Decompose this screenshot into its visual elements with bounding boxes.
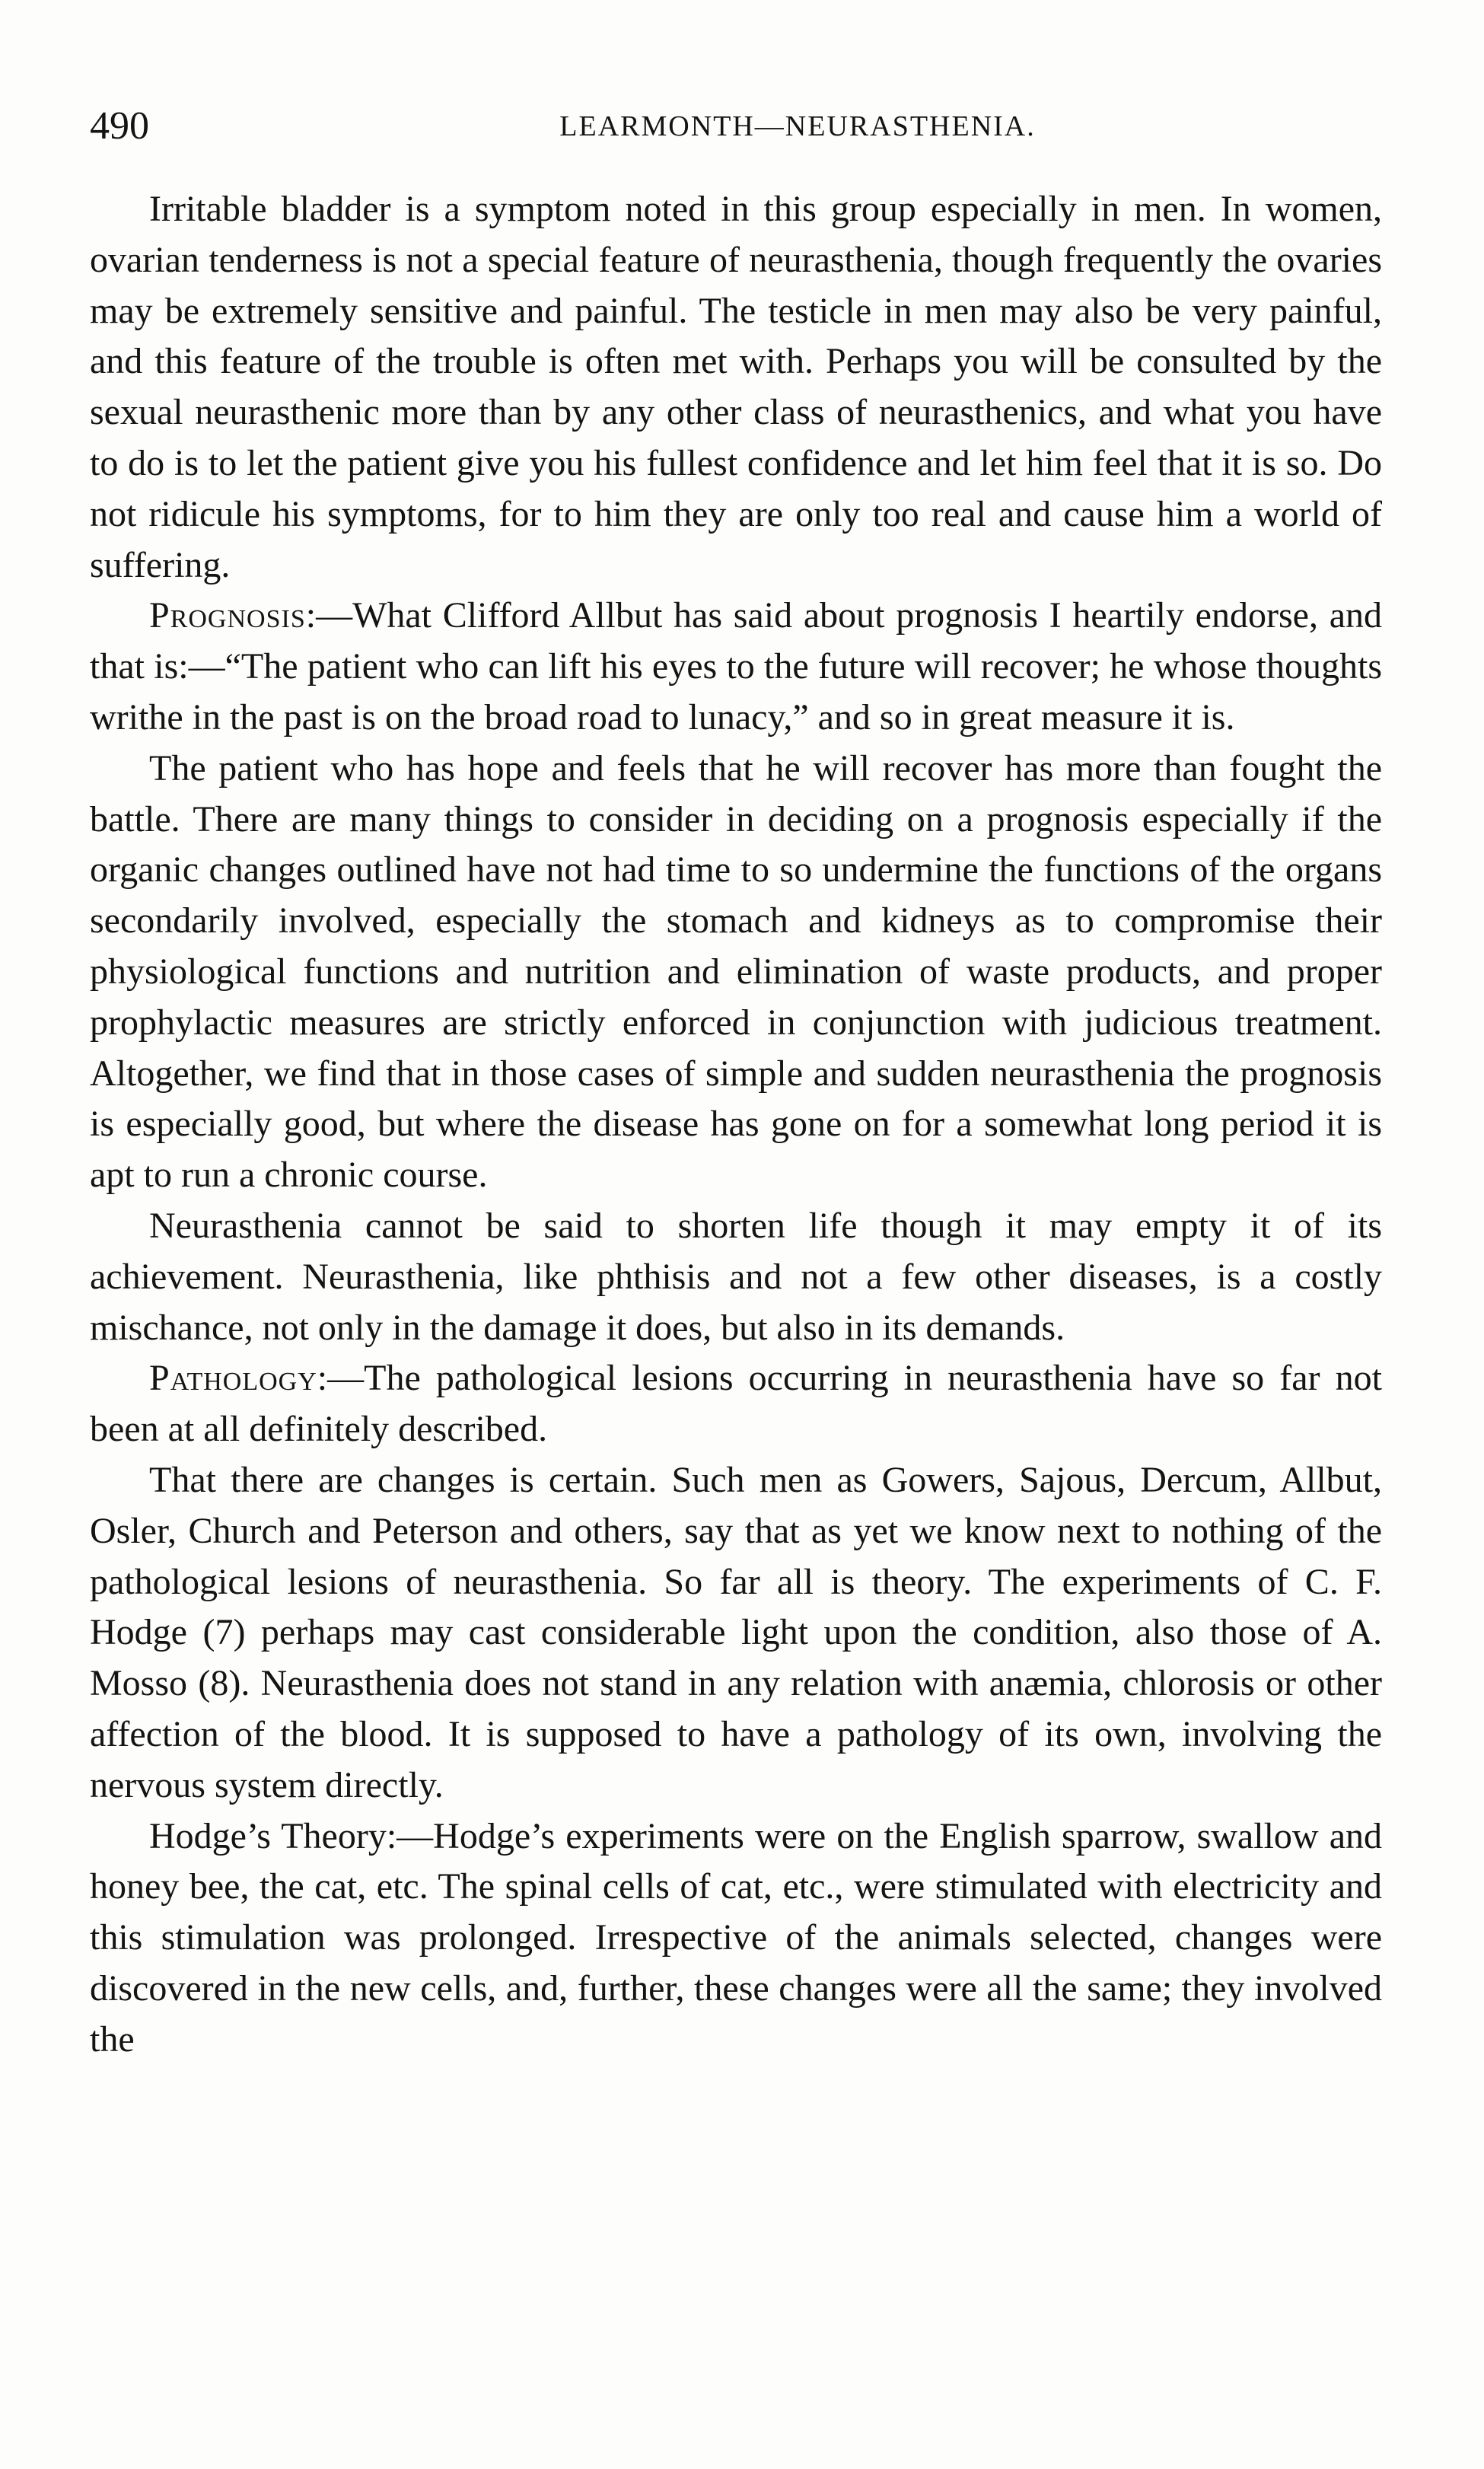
page-number: 490	[90, 104, 149, 148]
paragraph-prognosis	[90, 591, 1382, 743]
paragraph-text: :—The pathological lesions occurring in neurasthenia have so far not been at all definitely described.	[90, 1358, 1382, 1450]
paragraph-text: Neurasthenia cannot be said to shorten life though it may empty it of its achievement. Neurasthenia, like phthisis and not a few other diseases, is a costly mischance, not only in the damage it does, but also in its demands.	[90, 1205, 1382, 1348]
paragraph-text: The patient who has hope and feels that he will recover has more than fought the battle. There are many things to consider in deciding on a prognosis especially if the organic changes outlined have not had time to so undermine the functions of the organs secondarily involved, especially the stomach and kidneys as to compromise their physiological functions and nutrition and elimination of waste products, and proper prophylactic measures are strictly enforced in conjunction with judicious treatment. Altogether, we find that in those cases of simple and sudden neurasthenia the prognosis is especially good, but where the disease has gone on for a somewhat long period it is apt to run a chronic course.	[90, 747, 1382, 1196]
section-heading-prognosis: Prognosis	[149, 595, 306, 636]
paragraph-changes	[90, 1455, 1382, 1811]
body-text	[90, 184, 1382, 2065]
running-head: LEARMONTH—NEURASTHENIA.	[559, 110, 1036, 142]
paragraph-irritable-bladder	[90, 184, 1382, 591]
paragraph-hope	[90, 744, 1382, 1201]
paragraph-hodge-theory	[90, 1811, 1382, 2066]
paragraph-text: :—What Clifford Allbut has said about prognosis I heartily endorse, and that is:—“The patient who can lift his eyes to the future will recover; he whose thoughts writhe in the past is on the broad road to lunacy,” and so in great measure it is.	[90, 595, 1382, 738]
section-heading-pathology: Pathology	[149, 1358, 317, 1399]
paragraph-text: That there are changes is certain. Such men as Gowers, Sajous, Dercum, Allbut, Osler, Church and Peterson and others, say that as yet we know next to nothing of the pathological lesions of neurasthenia. So far all is theory. The experiments of C. F. Hodge (7) perhaps may cast considerable light upon the condition, also those of A. Mosso (8). Neurasthenia does not stand in any relation with anæmia, chlorosis or other affection of the blood. It is supposed to have a pathology of its own, involving the nervous system directly.	[90, 1459, 1382, 1805]
paragraph-pathology	[90, 1353, 1382, 1455]
paragraph-text: Irritable bladder is a symptom noted in this group especially in men. In women, ovarian tenderness is not a special feature of neurasthenia, though frequently the ovaries may be extremely sensitive and painful. The testicle in men may also be very painful, and this feature of the trouble is often met with. Perhaps you will be consulted by the sexual neurasthenic more than by any other class of neurasthenics, and what you have to do is to let the patient give you his fullest confidence and let him feel that it is so. Do not ridicule his symptoms, for to him they are only too real and cause him a world of suffering.	[90, 189, 1382, 585]
paragraph-life	[90, 1201, 1382, 1353]
paragraph-text: Hodge’s Theory:—Hodge’s experiments were on the English sparrow, swallow and honey bee, the cat, etc. The spinal cells of cat, etc., were stimulated with electricity and this stimulation was prolonged. Irrespective of the animals selected, changes were discovered in the new cells, and, further, these changes were all the same; they involved the	[90, 1815, 1382, 2060]
page-header	[90, 96, 1384, 157]
